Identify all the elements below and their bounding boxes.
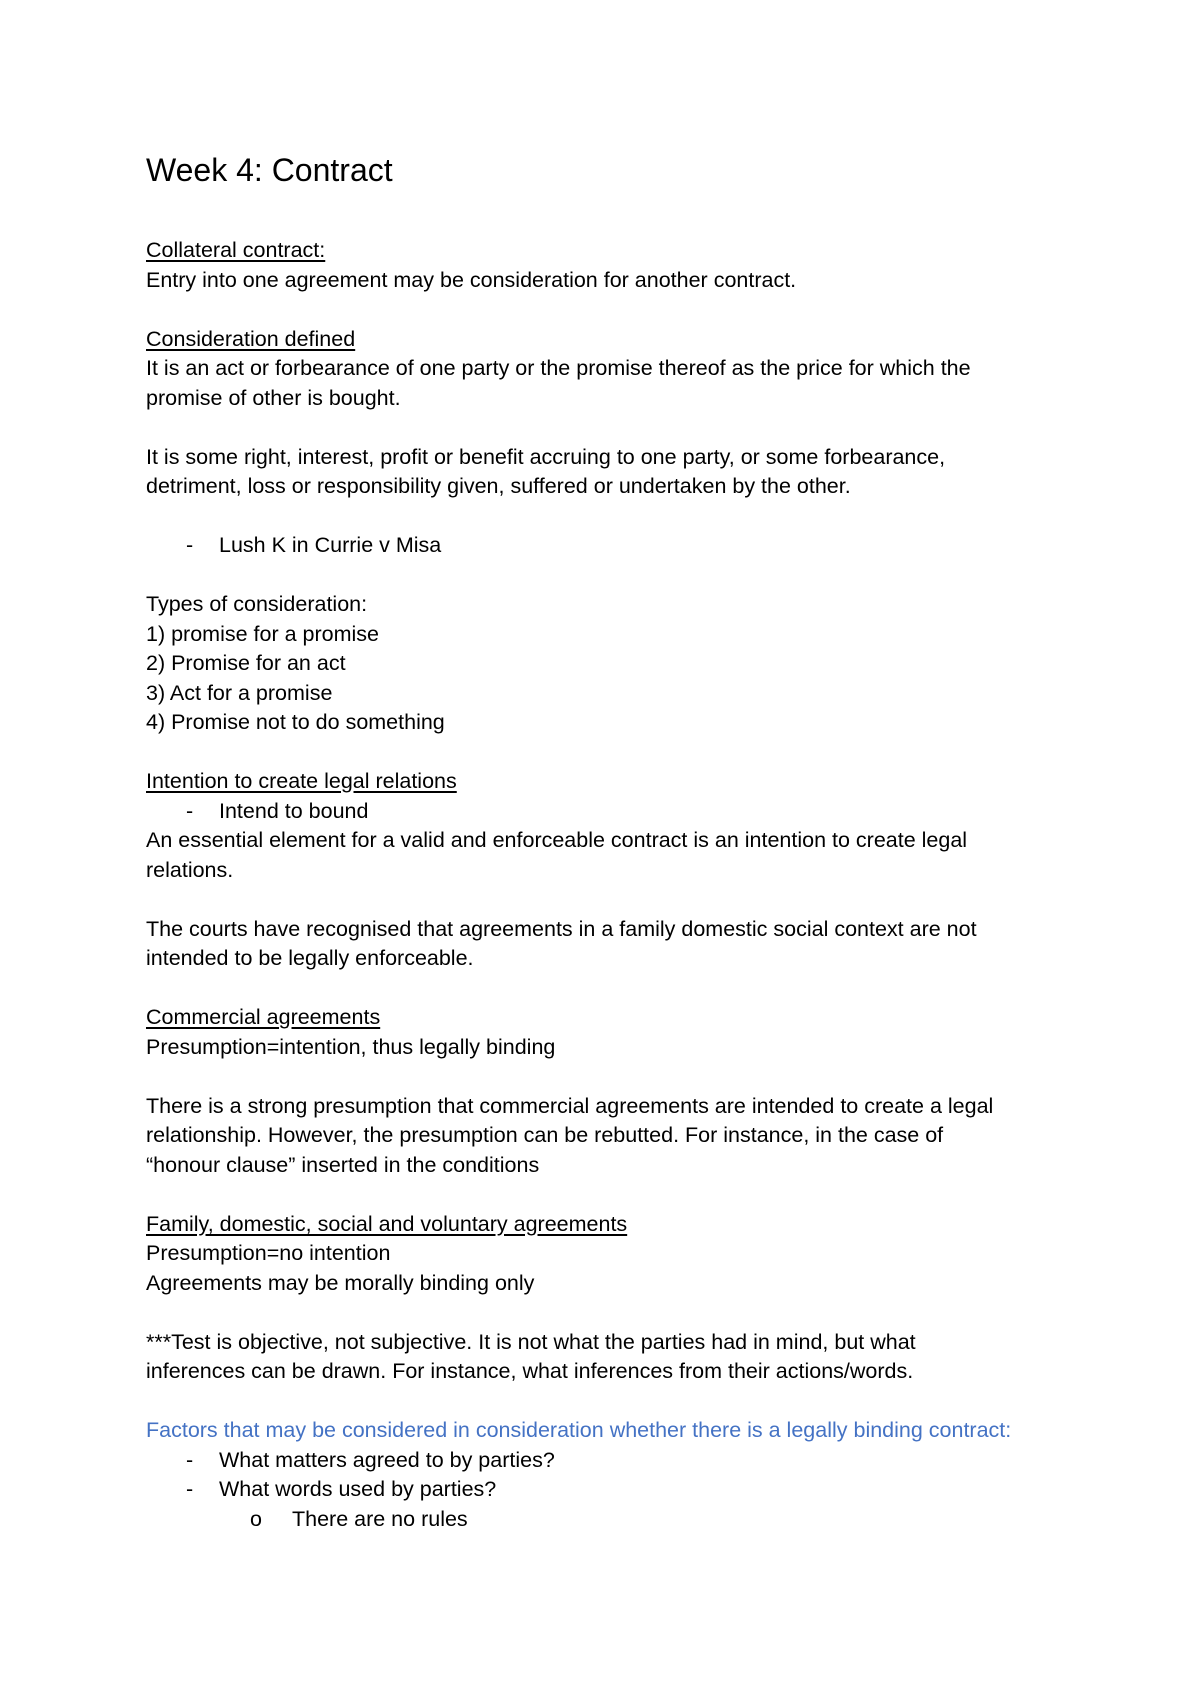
list-item [146,1475,1076,1505]
types-heading: Types of consideration: [146,592,368,616]
intention-para2-line2: intended to be legally enforceable. [146,946,474,970]
spacer [146,738,1076,768]
commercial-presumption: Presumption=intention, thus legally binding [146,1034,556,1059]
document-body [146,148,1076,1534]
list-item: 4) Promise not to do something [146,710,445,734]
dash-bullet: - [186,1447,194,1472]
consideration-para2-line2: detriment, loss or responsibility given, suffered or undertaken by the other. [146,474,851,498]
dash-bullet: - [186,798,194,823]
spacer [146,502,1076,532]
collateral-heading: Collateral contract: [146,238,326,262]
page-title: Week 4: Contract [146,152,393,188]
list-item [146,1505,1076,1535]
list-item: 3) Act for a promise [146,680,333,705]
intention-bullet-text: Intend to bound [219,798,369,823]
intention-heading: Intention to create legal relations [146,769,457,793]
consideration-heading: Consideration defined [146,326,356,351]
spacer [146,1387,1076,1417]
family-heading: Family, domestic, social and voluntary agreements [146,1211,628,1236]
test-line1: ***Test is objective, not subjective. It is not what the parties had in mind, but what [146,1329,916,1354]
spacer [146,1062,1076,1092]
collateral-text: Entry into one agreement may be consideration for another contract. [146,267,797,292]
dash-bullet: - [186,533,194,557]
intention-para1-line1: An essential element for a valid and enforceable contract is an intention to create legal [146,828,968,852]
factors-item-2: What words used by parties? [219,1477,497,1501]
dash-bullet: - [186,1477,194,1501]
family-presumption: Presumption=no intention [146,1241,391,1265]
factors-heading: Factors that may be considered in consideration whether there is a legally binding contract: [146,1418,1012,1442]
commercial-para-line1: There is a strong presumption that commercial agreements are intended to create a legal [146,1093,994,1118]
consideration-para1-line1: It is an act or forbearance of one party or the promise thereof as the price for which the [146,356,971,380]
spacer [146,974,1076,1004]
list-item [146,531,1076,561]
list-item [146,797,1076,827]
factors-sub-item: There are no rules [292,1506,468,1531]
spacer [146,561,1076,591]
list-item [146,1446,1076,1476]
spacer [146,295,1076,325]
factors-item-1: What matters agreed to by parties? [219,1447,555,1472]
commercial-heading: Commercial agreements [146,1005,381,1029]
list-item: 2) Promise for an act [146,651,346,675]
list-item: 1) promise for a promise [146,621,379,646]
consideration-para1-line2: promise of other is bought. [146,385,401,410]
consideration-source: Lush K in Currie v Misa [219,533,442,557]
spacer [146,1298,1076,1328]
commercial-para-line3: “honour clause” inserted in the conditions [146,1152,540,1177]
intention-para1-line2: relations. [146,857,234,882]
spacer [146,413,1076,443]
test-line2: inferences can be drawn. For instance, what inferences from their actions/words. [146,1359,914,1383]
circle-bullet: o [250,1506,262,1531]
commercial-para-line2: relationship. However, the presumption can be rebutted. For instance, in the case of [146,1123,944,1147]
consideration-para2-line1: It is some right, interest, profit or benefit accruing to one party, or some forbearance, [146,444,946,469]
intention-para2-line1: The courts have recognised that agreements in a family domestic social context are not [146,916,977,941]
spacer [146,885,1076,915]
spacer [146,1180,1076,1210]
family-moral: Agreements may be morally binding only [146,1270,535,1295]
